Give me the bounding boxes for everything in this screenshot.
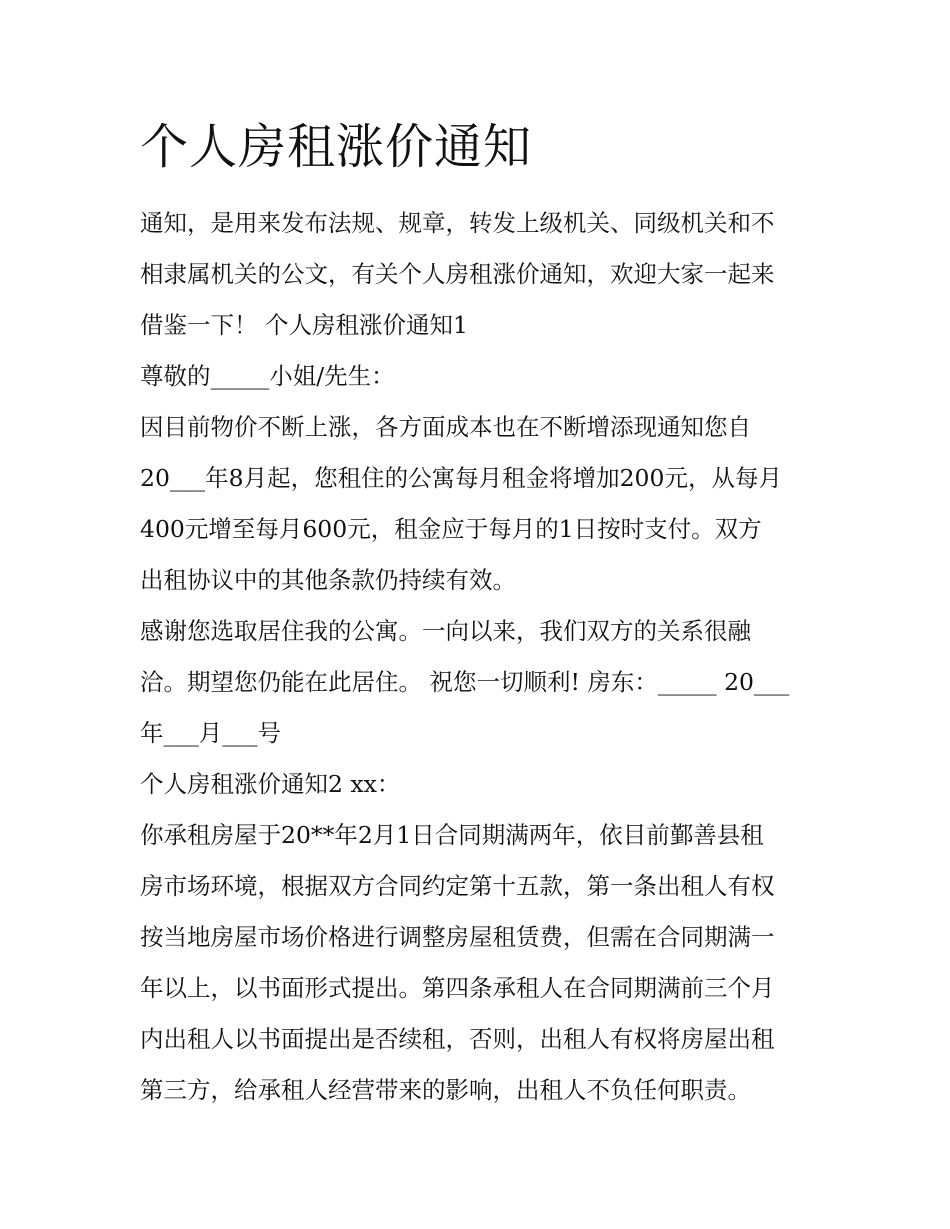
body-line: 出租协议中的其他条款仍持续有效。: [140, 566, 516, 594]
body-line: 感谢您选取居住我的公寓。一向以来，我们双方的关系很融: [140, 617, 751, 645]
body-line: 内出租人以书面提出是否续租，否则，出租人有权将房屋出租: [140, 1025, 775, 1053]
body-line: 房市场环境，根据双方合同约定第十五款，第一条出租人有权: [140, 872, 775, 900]
body-line: 相隶属机关的公文，有关个人房租涨价通知，欢迎大家一起来: [140, 260, 775, 288]
body-line: 第三方，给承租人经营带来的影响，出租人不负任何职责。: [140, 1076, 751, 1104]
body-line: 因目前物价不断上涨，各方面成本也在不断增添现通知您自: [140, 413, 751, 441]
body-line: 通知，是用来发布法规、规章，转发上级机关、同级机关和不: [140, 209, 775, 237]
document-body: [140, 198, 820, 1116]
body-line: 尊敬的_____小姐/先生：: [140, 362, 395, 390]
body-line: 20___年8月起，您租住的公寓每月租金将增加200元，从每月: [140, 464, 782, 492]
body-line: 借鉴一下！ 个人房租涨价通知1: [140, 311, 468, 339]
body-line: 年以上，以书面形式提出。第四条承租人在合同期满前三个月: [140, 974, 775, 1002]
body-line: 400元增至每月600元，租金应于每月的1日按时支付。双方: [140, 515, 762, 543]
body-line: 洽。期望您仍能在此居住。 祝您一切顺利! 房东：_____ 20___: [140, 668, 790, 696]
body-line: 你承租房屋于20**年2月1日合同期满两年，依目前鄞善县租: [140, 821, 764, 849]
document-title: 个人房租涨价通知: [140, 119, 533, 175]
body-line: 年___月___号: [140, 719, 281, 747]
body-line: 按当地房屋市场价格进行调整房屋租赁费，但需在合同期满一: [140, 923, 775, 951]
body-line: 个人房租涨价通知2 xx：: [140, 770, 401, 798]
